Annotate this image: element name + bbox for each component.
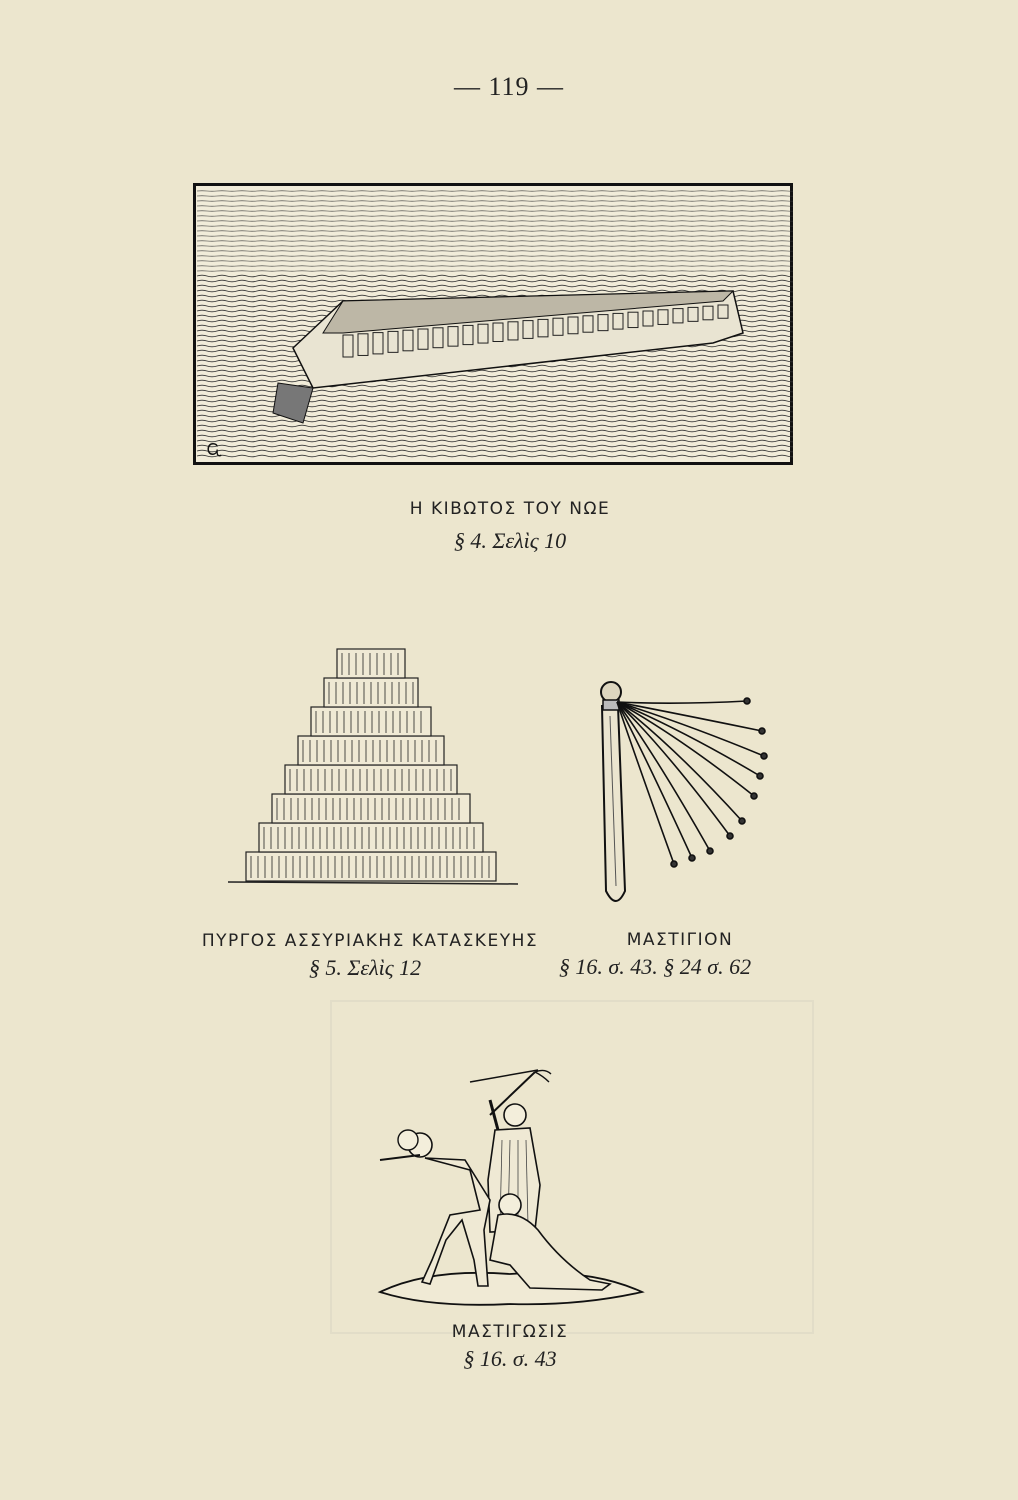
figure-caption: ΜΑΣΤΙΓΙΟΝ bbox=[626, 930, 734, 950]
svg-text:Ꮹ: Ꮹ bbox=[207, 440, 223, 459]
assyrian-tower-illustration bbox=[228, 632, 523, 890]
noahs-ark-illustration bbox=[193, 183, 793, 465]
figure-reference: § 4. Σελὶς 10 bbox=[453, 528, 567, 553]
flogging-scene-illustration bbox=[370, 1060, 650, 1318]
figure-reference: § 16. σ. 43 bbox=[463, 1346, 557, 1371]
figure-caption: ΠΥΡΓΟΣ ΑΣΣΥΡΙΑΚΗΣ ΚΑΤΑΣΚΕΥΗΣ bbox=[201, 931, 539, 951]
figure-reference: § 16. σ. 43. § 24 σ. 62 bbox=[558, 954, 752, 979]
figure-caption: ΜΑΣΤΙΓΩΣΙΣ bbox=[451, 1322, 569, 1342]
figure-reference: § 5. Σελὶς 12 bbox=[308, 955, 422, 980]
figure-caption: Η ΚΙΒΩΤΟΣ ΤΟΥ ΝΩΕ bbox=[409, 499, 611, 519]
whip-illustration bbox=[592, 676, 777, 916]
page-number: — 119 — bbox=[453, 72, 565, 101]
